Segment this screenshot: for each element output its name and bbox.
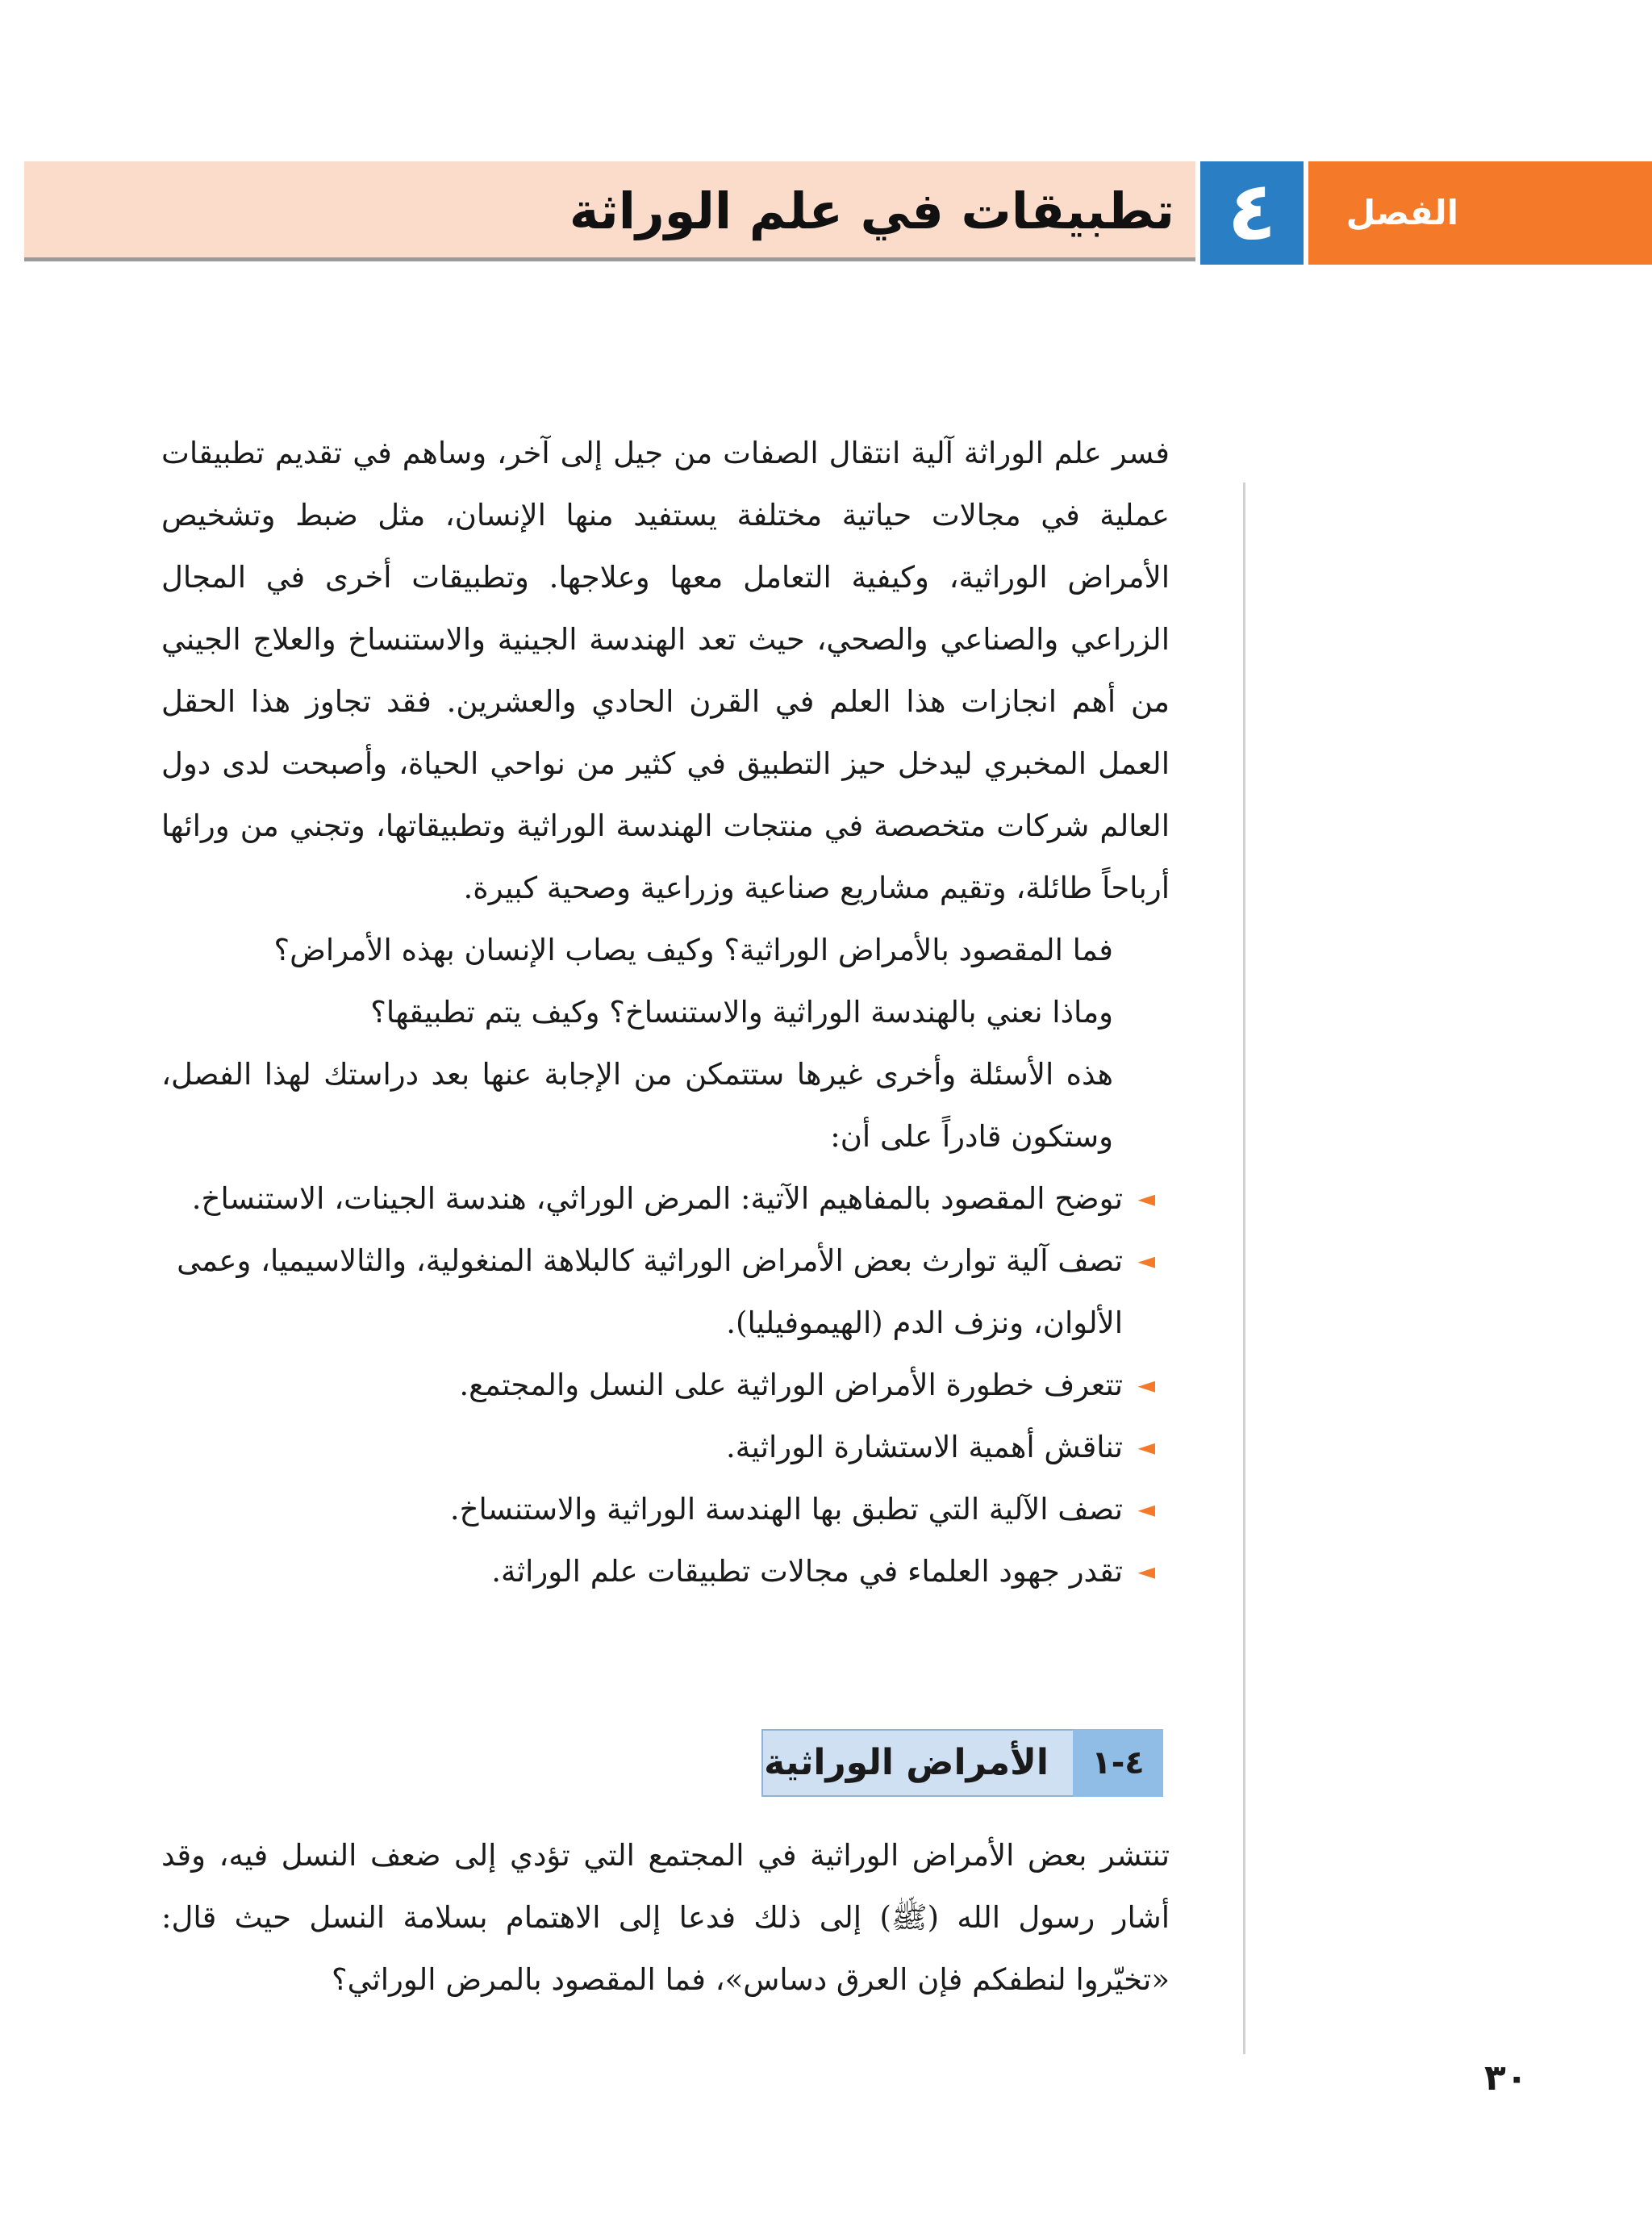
section-title: الأمراض الوراثية [764,1742,1049,1783]
intro-paragraph: فسر علم الوراثة آلية انتقال الصفات من جيل إلى آخر، وساهم في تقديم تطبيقات عملية في مجالات حياتية مختلفة يستفيد منها الإنسان، مثل ضبط وتشخيص الأمراض الوراثية، وكيفية التعامل معها وعلاجها. وتطبيقات أخرى في المجال الزراعي والصناعي والصحي، حيث تعد الهندسة الجينية والاستنساخ والعلاج الجيني من أهم انجازات هذا العلم في القرن الحادي والعشرين. فقد تجاوز هذا الحقل العمل المخبري ليدخل حيز التطبيق في كثير من نواحي الحياة، وأصبحت لدى دول العالم شركات متخصصة في منتجات الهندسة الوراثية وتطبيقاتها، وتجني من ورائها أرباحاً طائلة، وتقيم مشاريع صناعية وزراعية وصحية كبيرة. [161,436,1170,905]
objective-item [161,1416,1170,1478]
objective-text: تناقش أهمية الاستشارة الوراثية. [725,1430,1123,1464]
objective-text: تتعرف خطورة الأمراض الوراثية على النسل والمجتمع. [459,1368,1123,1402]
objective-item [161,1478,1170,1540]
intro-section [161,422,1170,1167]
section-paragraph: تنتشر بعض الأمراض الوراثية في المجتمع التي تؤدي إلى ضعف النسل فيه، وقد أشار رسول الله (ﷺ) إلى ذلك فدعا إلى الاهتمام بسلامة النسل حيث قال: «تخيّروا لنطفكم فإن العرق دساس»، فما المقصود بالمرض الوراثي؟ [161,1838,1170,1997]
chapter-number: ٤ [1200,161,1304,265]
arrow-left-icon: ◄ [1137,1247,1155,1274]
objective-item [161,1540,1170,1602]
objective-text: توضح المقصود بالمفاهيم الآتية: المرض الوراثي، هندسة الجينات، الاستنساخ. [191,1181,1123,1216]
objective-item [161,1167,1170,1230]
objectives-list [161,1167,1170,1602]
objective-text: تصف الآلية التي تطبق بها الهندسة الوراثية والاستنساخ. [449,1492,1123,1527]
page-number: ٣٠ [1484,2057,1528,2099]
section-body [161,1824,1170,2011]
intro-question-2: وماذا نعني بالهندسة الوراثية والاستنساخ؟ وكيف يتم تطبيقها؟ [370,995,1113,1030]
section-number: ٤-١ [1073,1729,1163,1797]
intro-lead-in: هذه الأسئلة وأخرى غيرها ستتمكن من الإجابة عنها بعد دراستك لهذا الفصل، وستكون قادراً على أن: [161,1057,1113,1154]
arrow-left-icon: ◄ [1137,1185,1155,1212]
arrow-left-icon: ◄ [1137,1434,1155,1460]
chapter-title: تطبيقات في علم الوراثة [569,182,1174,240]
intro-question-1: فما المقصود بالأمراض الوراثية؟ وكيف يصاب الإنسان بهذه الأمراض؟ [273,933,1113,967]
objective-item [161,1354,1170,1416]
objective-text: تصف آلية توارث بعض الأمراض الوراثية كالبلاهة المنغولية، والثالاسيميا، وعمى الألوان، ونزف الدم (الهيموفيليا). [177,1243,1123,1340]
chapter-label: الفصل [1345,193,1458,232]
objective-item [161,1230,1170,1354]
margin-divider [1243,482,1245,2054]
objective-text: تقدر جهود العلماء في مجالات تطبيقات علم الوراثة. [491,1554,1123,1589]
arrow-left-icon: ◄ [1137,1558,1155,1585]
arrow-left-icon: ◄ [1137,1496,1155,1523]
arrow-left-icon: ◄ [1137,1372,1155,1398]
